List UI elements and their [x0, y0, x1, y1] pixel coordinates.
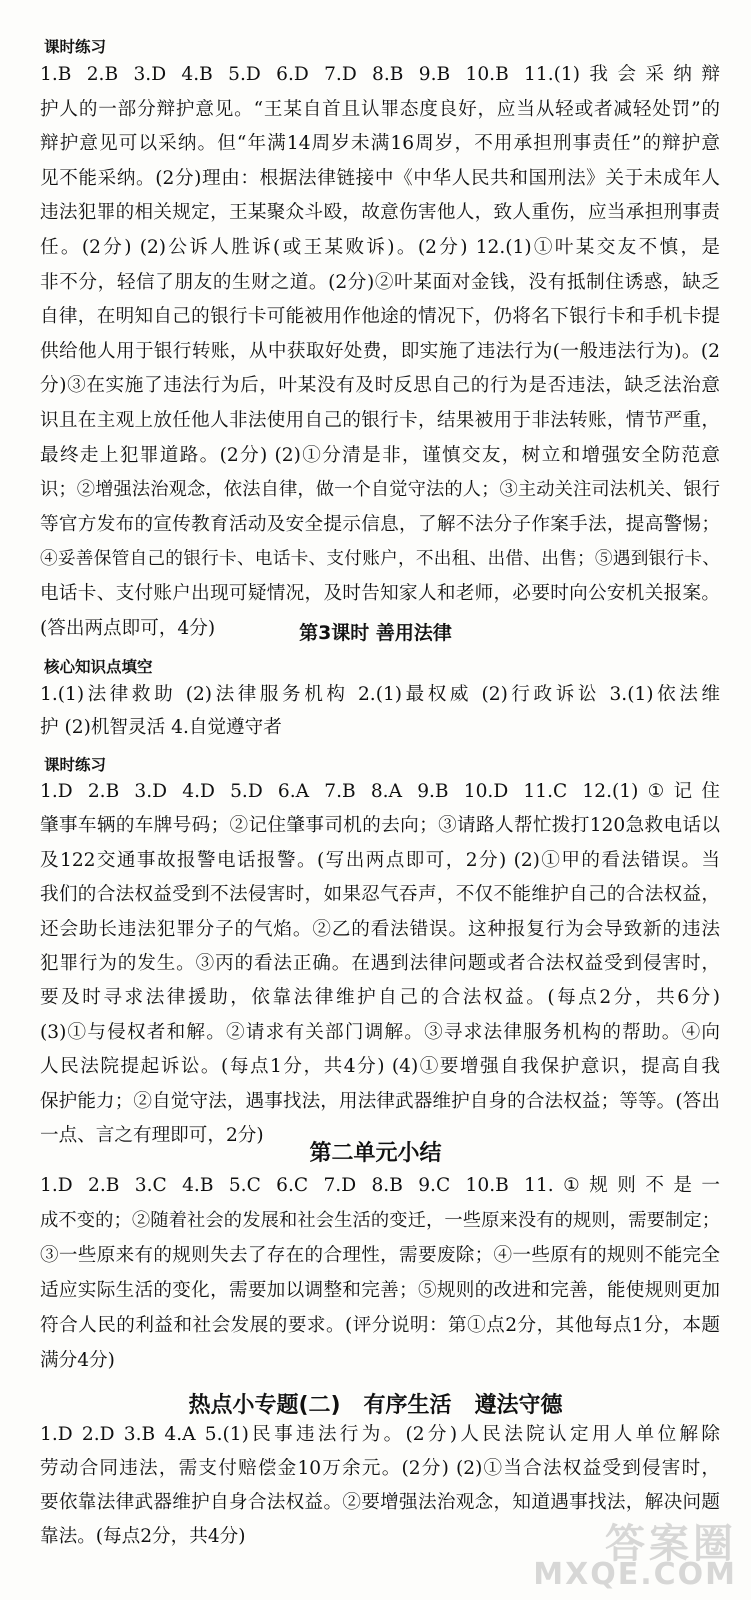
text-line: ④妥善保管自己的银行卡、电话卡、支付账户，不出租、出借、出售；⑤遇到银行卡、	[40, 549, 720, 570]
text-line: 识且在主观上放任他人非法使用自己的银行卡，结果被用于非法转账，情节严重，	[40, 409, 720, 431]
watermark-url: MXQE.COM	[533, 1557, 737, 1592]
text-line: 1.D 2.D 3.B 4.A 5.(1)民事违法行为。(2分)人民法院认定用人单位解除	[40, 1424, 720, 1445]
text-line: 任。(2分) (2)公诉人胜诉(或王某败诉)。(2分) 12.(1)①叶某交友不慎，是	[40, 236, 720, 258]
core-knowledge-heading: 核心知识点填空	[44, 658, 153, 676]
text-line: 1.D 2.B 3.D 4.D 5.D 6.A 7.B 8.A 9.B 10.D 11.C 12.(1)①记住	[40, 781, 720, 802]
text-line: 还会助长违法犯罪分子的气焰。②乙的看法错误。这种报复行为会导致新的违法	[40, 918, 720, 940]
text-line: 护 (2)机智灵活 4.自觉遵守者	[40, 717, 282, 738]
text-line: 供给他人用于银行转账，从中获取好处费，即实施了违法行为(一般违法行为)。(2	[40, 340, 720, 362]
text-line: 犯罪行为的发生。③丙的看法正确。在遇到法律问题或者合法权益受到侵害时，	[40, 952, 720, 974]
watermark	[522, 1512, 737, 1592]
text-line: 1.B 2.B 3.D 4.B 5.D 6.D 7.D 8.B 9.B 10.B 11.(1)我会采纳辩	[40, 64, 720, 85]
text-line: 1.D 2.B 3.C 4.B 5.C 6.C 7.D 8.B 9.C 10.B 11.①规则不是一	[40, 1175, 720, 1196]
text-line: 识；②增强法治观念，依法自律，做一个自觉守法的人；③主动关注司法机关、银行	[40, 479, 720, 501]
text-line: 成不变的；②随着社会的发展和社会生活的变迁，一些原来没有的规则，需要制定；	[40, 1210, 720, 1231]
text-line: 1.(1)法律救助 (2)法律服务机构 2.(1)最权威 (2)行政诉讼 3.(1)依法维	[40, 684, 720, 705]
text-line: 护人的一部分辩护意见。“王某自首且认罪态度良好，应当从轻或者减轻处罚”的	[40, 98, 720, 120]
practice-answers-block	[40, 58, 720, 646]
text-line: 人民法院提起诉讼。(每点1分，共4分) (4)①要增强自我保护意识，提高自我	[40, 1056, 720, 1078]
text-line: 要依靠法律武器维护自身合法权益。②要增强法治观念，知道遇事找法，解决问题	[40, 1492, 720, 1513]
text-line: 劳动合同违法，需支付赔偿金10万余元。(2分) (2)①当合法权益受到侵害时，	[40, 1458, 720, 1479]
text-line: 等官方发布的宣传教育活动及安全提示信息，了解不法分子作案手法，提高警惕；	[40, 513, 720, 535]
section-heading-practice-2: 课时练习	[44, 756, 107, 774]
practice-answers-block-2	[40, 775, 720, 1153]
text-line: 辩护意见可以采纳。但“年满14周岁未满16周岁，不用承担刑事责任”的辩护意	[40, 133, 720, 155]
text-line: 自律，在明知自己的银行卡可能被用作他途的情况下，仍将名下银行卡和手机卡提	[40, 306, 720, 328]
text-line: 满分4分)	[40, 1350, 115, 1371]
text-line: (3)①与侵权者和解。②请求有关部门调解。③寻求法律服务机构的帮助。④向	[40, 1021, 720, 1043]
unit-summary-title: 第二单元小结	[309, 1141, 442, 1166]
text-line: 靠法。(每点2分，共4分)	[40, 1526, 246, 1547]
watermark-logo: 答案圈	[605, 1521, 737, 1567]
text-line: 保护能力；②自觉守法，遇事找法，用法律武器维护自身的合法权益；等等。(答出	[40, 1090, 720, 1112]
hot-topic-title: 热点小专题(二) 有序生活 遵法守德	[188, 1393, 563, 1418]
text-line: 肇事车辆的车牌号码；②记住肇事司机的去向；③请路人帮忙拨打120急救电话以	[40, 815, 720, 837]
text-line: 及122交通事故报警电话报警。(写出两点即可，2分) (2)①甲的看法错误。当	[40, 849, 720, 871]
text-line: (答出两点即可，4分)	[40, 617, 216, 639]
core-knowledge-answers	[40, 678, 720, 744]
text-line: 分)③在实施了违法行为后，叶某没有及时反思自己的行为是否违法，缺乏法治意	[40, 375, 720, 397]
text-line: 符合人民的利益和社会发展的要求。(评分说明：第①点2分，其他每点1分，本题	[40, 1315, 720, 1336]
section-heading-practice: 课时练习	[44, 38, 107, 56]
unit-summary-answers	[40, 1168, 720, 1378]
text-line: 违法犯罪的相关规定，王某聚众斗殴，故意伤害他人，致人重伤，应当承担刑事责	[40, 202, 720, 224]
lesson-title: 第3课时 善用法律	[299, 622, 452, 644]
text-line: 最终走上犯罪道路。(2分) (2)①分清是非，谨慎交友，树立和增强安全防范意	[40, 444, 720, 466]
text-line: 要及时寻求法律援助，依靠法律维护自己的合法权益。(每点2分，共6分)	[40, 987, 720, 1009]
text-line: 非不分，轻信了朋友的生财之道。(2分)②叶某面对金钱，没有抵制住诱惑，缺乏	[40, 271, 720, 293]
text-line: ③一些原来有的规则失去了存在的合理性，需要废除；④一些原有的规则不能完全	[40, 1245, 720, 1266]
text-line: 我们的合法权益受到不法侵害时，如果忍气吞声，不仅不能维护自己的合法权益，	[40, 884, 720, 906]
text-line: 电话卡、支付账户出现可疑情况，及时告知家人和老师，必要时向公安机关报案。	[40, 582, 720, 604]
text-line: 见不能采纳。(2分)理由：根据法律链接中《中华人民共和国刑法》关于未成年人	[40, 167, 720, 189]
text-line: 一点、言之有理即可，2分)	[40, 1124, 264, 1146]
text-line: 适应实际生活的变化，需要加以调整和完善；⑤规则的改进和完善，能使规则更加	[40, 1280, 720, 1301]
